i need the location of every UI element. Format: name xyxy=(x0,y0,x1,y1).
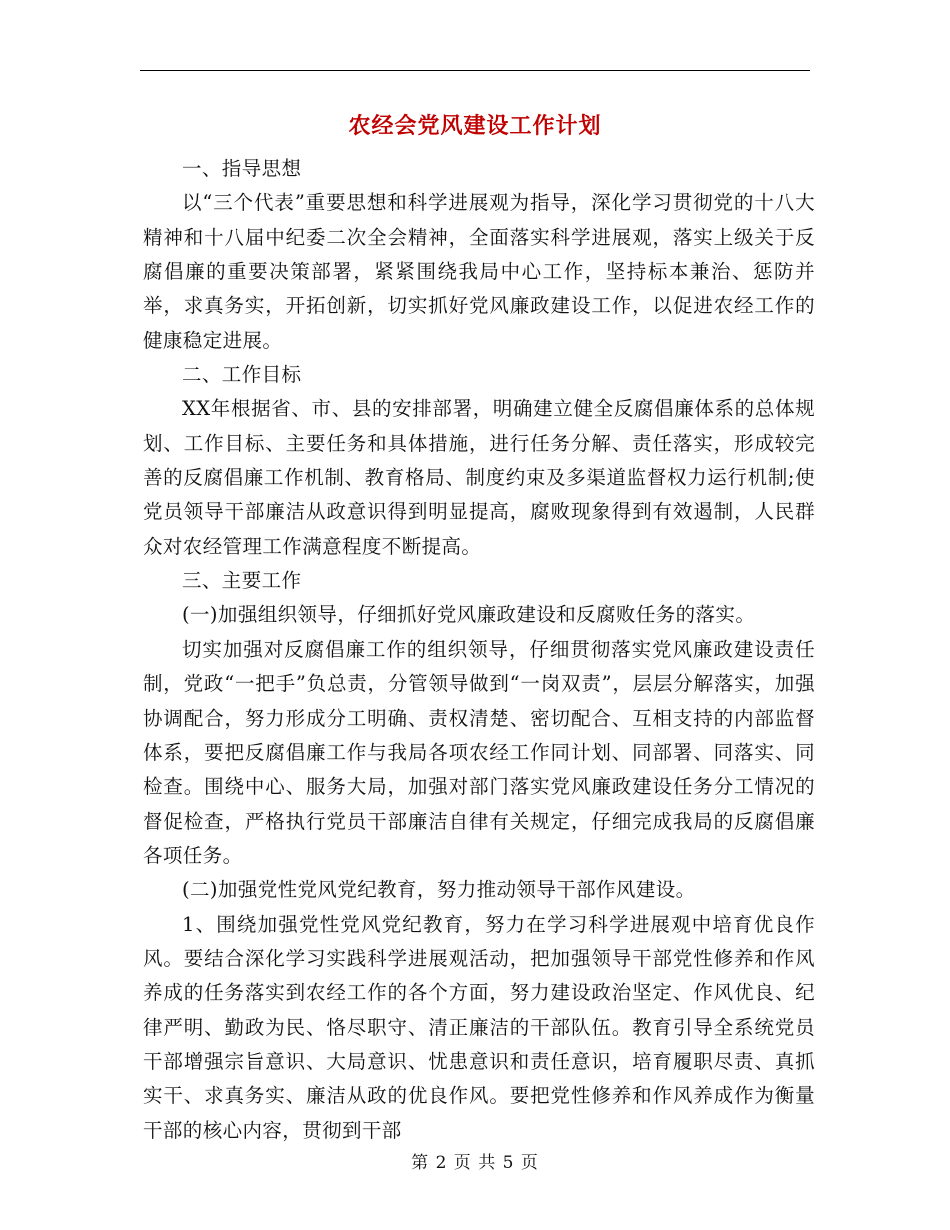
section-heading-guiding-thought: 一、指导思想 xyxy=(182,157,302,180)
document-title: 农经会党风建设工作计划 xyxy=(348,113,602,139)
paragraph-organization: 切实加强对反腐倡廉工作的组织领导，仔细贯彻落实党风廉政建设责任制，党政“一把手”负总责，分管领导做到“一岗双责”，层层分解落实，加强协调配合，努力形成分工明确、责权清楚、密切配合、互相支持的内部监督体系，要把反腐倡廉工作与我局各项农经工作同计划、同部署、同落实、同检查。围绕中心、服务大局，加强对部门落实党风廉政建设任务分工情况的督促检查，严格执行党员干部廉洁自律有关规定，仔细完成我局的反腐倡廉各项任务。 xyxy=(143,637,815,867)
page-footer: 第 2 页 共 5 页 xyxy=(411,1153,539,1173)
document-body xyxy=(143,152,815,1148)
header-rule xyxy=(140,70,810,71)
paragraph-guiding-thought: 以“三个代表”重要思想和科学进展观为指导，深化学习贯彻党的十八大精神和十八届中纪委二次全会精神，全面落实科学进展观，落实上级关于反腐倡廉的重要决策部署，紧紧围绕我局中心工作，坚持标本兼治、惩防并举，求真务实，开拓创新，切实抓好党风廉政建设工作，以促进农经工作的健康稳定进展。 xyxy=(143,191,815,352)
paragraph-work-goals: XX年根据省、市、县的安排部署，明确建立健全反腐倡廉体系的总体规划、工作目标、主要任务和具体措施，进行任务分解、责任落实，形成较完善的反腐倡廉工作机制、教育格局、制度约束及多渠道监督权力运行机制;使党员领导干部廉洁从政意识得到明显提高，腐败现象得到有效遏制，人民群众对农经管理工作满意程度不断提高。 xyxy=(143,397,815,558)
section-heading-work-goals: 二、工作目标 xyxy=(182,363,302,387)
section-heading-main-work: 三、主要工作 xyxy=(182,569,302,593)
subheading-organization: (一)加强组织领导，仔细抓好党风廉政建设和反腐败任务的落实。 xyxy=(182,603,756,627)
subheading-party-education: (二)加强党性党风党纪教育，努力推动领导干部作风建设。 xyxy=(182,878,696,902)
paragraph-party-education: 1、围绕加强党性党风党纪教育，努力在学习科学进展观中培育优良作风。要结合深化学习实践科学进展观活动，把加强领导干部党性修养和作风养成的任务落实到农经工作的各个方面，努力建设政治坚定、作风优良、纪律严明、勤政为民、恪尽职守、清正廉洁的干部队伍。教育引导全系统党员干部增强宗旨意识、大局意识、忧患意识和责任意识，培育履职尽责、真抓实干、求真务实、廉洁从政的优良作风。要把党性修养和作风养成作为衡量干部的核心内容，贯彻到干部 xyxy=(143,912,815,1142)
